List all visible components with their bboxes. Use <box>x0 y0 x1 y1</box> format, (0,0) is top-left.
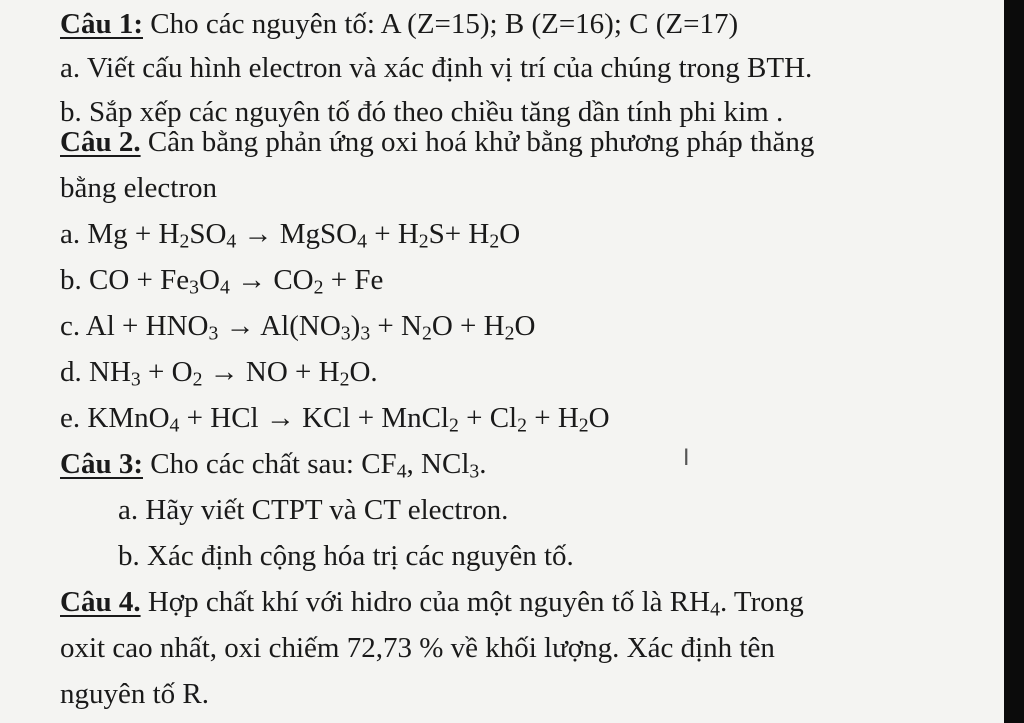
equation-a: a. $Mg + H_2SO_4$ → MgSO$_4$ + $H_2S+ H_2O$ <box>60 218 521 253</box>
q1-line <box>60 10 738 39</box>
equation-b: b. CO + $Fe_3O_4 \to CO_2 + Fe$ <box>60 264 384 299</box>
q4-heading: Câu 4. <box>60 586 141 618</box>
equation-c: c. $Al + HNO_3 \to Al(NO_3)_3 + N_2O + H_2O$ <box>60 310 536 345</box>
q2-line <box>60 128 814 157</box>
q1-part-a: a. Viết cấu hình electron và xác định vị trí của chúng trong BTH. <box>60 52 813 84</box>
q1-heading: Câu 1: <box>60 8 143 40</box>
q2-heading: Câu 2. <box>60 126 141 158</box>
q4-text-line2: oxit cao nhất, oxi chiếm 72,73 % về khối lượng. Xác định tên <box>60 632 775 664</box>
q4-text-line3: nguyên tố R. <box>60 678 210 710</box>
q1-part-b: b. Sắp xếp các nguyên tố đó theo chiều tăng dần tính phi kim . <box>60 96 784 128</box>
equation-d: d. $NH_3 + O_2$ → NO + $H_2O$. <box>60 356 378 391</box>
q2-text: Cân bằng phản ứng oxi hoá khử bằng phương pháp thăng <box>140 126 815 158</box>
text-cursor-icon: I <box>683 446 690 471</box>
equation-e: e. KMnO$_4$ + HCl → KCl + MnCl$_2$ + $Cl_2 + H_2O$ <box>60 402 610 437</box>
q1-text: Cho các nguyên tố: A (Z=15); B (Z=16); C (Z=17) <box>142 8 739 40</box>
q3-part-b: b. Xác định cộng hóa trị các nguyên tố. <box>118 540 574 572</box>
q2-text-cont: bằng electron <box>60 172 218 204</box>
q3-line: Câu 3: Cho các chất sau: $CF_4$, NCl$_3$. <box>60 448 487 483</box>
q4-line: Câu 4. Hợp chất khí với hidro của một nguyên tố là $RH_4$. Trong <box>60 586 804 621</box>
q3-heading: Câu 3: <box>60 448 143 480</box>
q3-part-a: a. Hãy viết CTPT và CT electron. <box>118 494 509 526</box>
